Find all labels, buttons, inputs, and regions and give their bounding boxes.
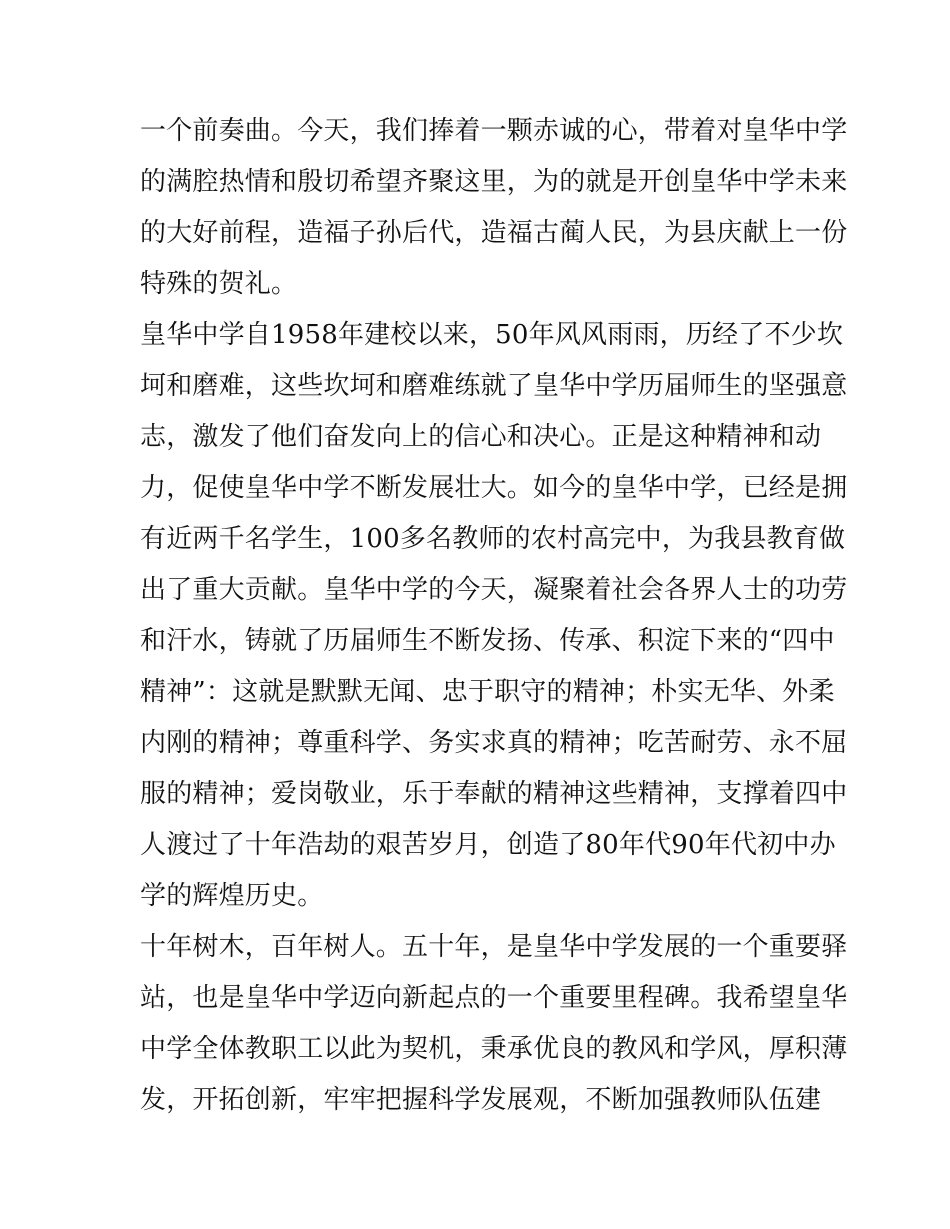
text-line: 出了重大贡献。皇华中学的今天，凝聚着社会各界人士的功劳 bbox=[140, 575, 848, 605]
text-line: 学的辉煌历史。 bbox=[140, 881, 324, 911]
text-line: 皇华中学自1958年建校以来，50年风风雨雨，历经了不少坎 bbox=[140, 320, 844, 350]
text-line: 力，促使皇华中学不断发展壮大。如今的皇华中学，已经是拥 bbox=[140, 473, 848, 503]
text-line: 一个前奏曲。今天，我们捧着一颗赤诚的心，带着对皇华中学 bbox=[140, 116, 848, 146]
text-line: 特殊的贺礼。 bbox=[140, 269, 298, 299]
text-line: 的大好前程，造福子孙后代，造福古蔺人民，为县庆献上一份 bbox=[140, 218, 848, 248]
text-line: 和汗水，铸就了历届师生不断发扬、传承、积淀下来的“四中 bbox=[140, 626, 835, 656]
text-line: 十年树木，百年树人。五十年，是皇华中学发展的一个重要驿 bbox=[140, 932, 848, 962]
text-line: 志，激发了他们奋发向上的信心和决心。正是这种精神和动 bbox=[140, 422, 822, 452]
text-line: 精神”：这就是默默无闻、忠于职守的精神；朴实无华、外柔 bbox=[140, 677, 835, 707]
text-line: 站，也是皇华中学迈向新起点的一个重要里程碑。我希望皇华 bbox=[140, 983, 848, 1013]
text-line: 坷和磨难，这些坎坷和磨难练就了皇华中学历届师生的坚强意 bbox=[140, 371, 848, 401]
text-line: 服的精神；爱岗敬业，乐于奉献的精神这些精神，支撑着四中 bbox=[140, 779, 848, 809]
text-line: 中学全体教职工以此为契机，秉承优良的教风和学风，厚积薄 bbox=[140, 1034, 848, 1064]
text-line: 发，开拓创新，牢牢把握科学发展观，不断加强教师队伍建 bbox=[140, 1085, 822, 1115]
body-text bbox=[140, 106, 848, 1126]
text-line: 的满腔热情和殷切希望齐聚这里，为的就是开创皇华中学未来 bbox=[140, 167, 848, 197]
text-line: 人渡过了十年浩劫的艰苦岁月，创造了80年代90年代初中办 bbox=[140, 830, 836, 860]
text-line: 内刚的精神；尊重科学、务实求真的精神；吃苦耐劳、永不屈 bbox=[140, 728, 848, 758]
text-line: 有近两千名学生，100多名教师的农村高完中，为我县教育做 bbox=[140, 524, 846, 554]
